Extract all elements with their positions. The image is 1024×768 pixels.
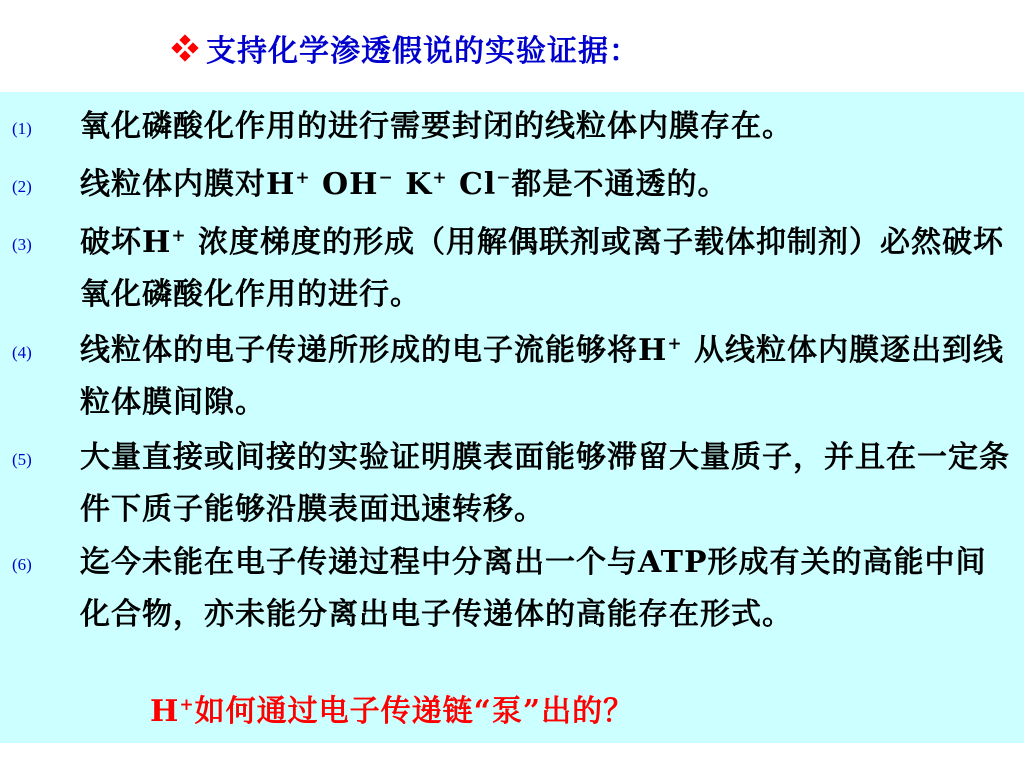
item-text: [80, 325, 1015, 429]
item-text-part: OH: [310, 167, 379, 202]
item-text-part: 大量直接或间接的实验证明膜表面能够滞留大量质子，并且在一定条件下质子能够沿膜表面迅速转移。: [80, 440, 1010, 527]
item-text: [80, 159, 1015, 211]
question-text-part: 如何通过电子传递链“泵”出的？: [194, 694, 635, 729]
item-text-part: 线粒体的电子传递所形成的电子流能够将H: [80, 333, 668, 368]
item-number: (5): [12, 450, 32, 469]
item-number: (6): [12, 555, 32, 574]
item-text-part: K: [393, 167, 433, 202]
item-number: (1): [12, 119, 32, 138]
item-text-part: 迄今未能在电子传递过程中分离出一个与ATP形成有关的高能中间化合物，亦未能分离出电子传递体的高能存在形式。: [80, 545, 987, 632]
item-text-part: Cl: [447, 167, 497, 202]
closing-question: [150, 686, 634, 730]
item-text-part: 破坏H: [80, 225, 172, 260]
item-text-part: 浓度梯度的形成（用解偶联剂或离子载体抑制剂）必然破坏氧化磷酸化作用的进行。: [80, 225, 1005, 312]
item-number: (4): [12, 343, 32, 362]
item-superscript: +: [432, 168, 448, 188]
item-text: [80, 537, 1015, 641]
item-superscript: +: [295, 168, 311, 188]
item-text-part: 都是不通透的。: [511, 167, 729, 202]
item-number: (2): [12, 177, 32, 196]
item-text: [80, 101, 1015, 153]
item-superscript: +: [171, 226, 187, 246]
item-superscript: −: [378, 168, 394, 188]
item-text-part: 线粒体内膜对H: [80, 167, 296, 202]
item-text-part: 氧化磷酸化作用的进行需要封闭的线粒体内膜存在。: [80, 109, 793, 144]
item-number: (3): [12, 235, 32, 254]
item-superscript: −: [496, 168, 512, 188]
item-superscript: +: [667, 334, 683, 354]
item-text-part: 从线粒体内膜逐出到线粒体膜间隙。: [80, 333, 1005, 420]
item-text: [80, 432, 1015, 536]
slide-title: 支持化学渗透假说的实验证据：: [206, 34, 640, 69]
question-superscript: +: [179, 695, 195, 715]
item-text: [80, 217, 1015, 321]
question-text-part: H: [150, 694, 180, 729]
slide-title-row: [172, 22, 640, 74]
four-diamond-bullet-icon: [172, 35, 198, 61]
